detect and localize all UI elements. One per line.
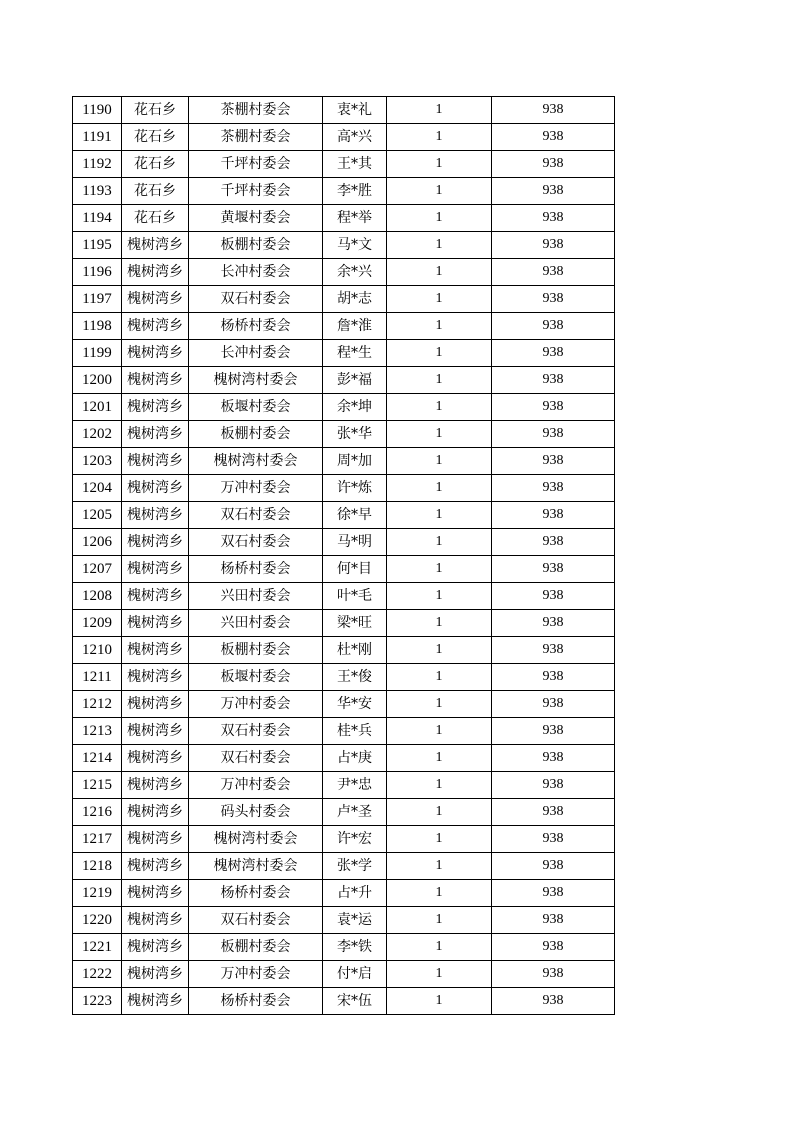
table-row	[73, 934, 615, 961]
person-name-cell: 杜*刚	[323, 637, 387, 664]
row-number-cell: 1208	[73, 583, 122, 610]
township-cell: 槐树湾乡	[122, 907, 189, 934]
count-cell: 1	[387, 610, 492, 637]
person-name-cell: 马*明	[323, 529, 387, 556]
row-number-cell: 1191	[73, 124, 122, 151]
count-cell: 1	[387, 907, 492, 934]
township-cell: 槐树湾乡	[122, 394, 189, 421]
person-name-cell: 程*生	[323, 340, 387, 367]
amount-cell: 938	[492, 475, 615, 502]
table-row	[73, 97, 615, 124]
village-committee-cell: 双石村委会	[189, 745, 323, 772]
table-row	[73, 367, 615, 394]
village-committee-cell: 双石村委会	[189, 286, 323, 313]
table-row	[73, 718, 615, 745]
person-name-cell: 华*安	[323, 691, 387, 718]
amount-cell: 938	[492, 448, 615, 475]
row-number-cell: 1192	[73, 151, 122, 178]
table-row	[73, 799, 615, 826]
count-cell: 1	[387, 421, 492, 448]
count-cell: 1	[387, 718, 492, 745]
village-committee-cell: 黄堰村委会	[189, 205, 323, 232]
row-number-cell: 1205	[73, 502, 122, 529]
township-cell: 槐树湾乡	[122, 745, 189, 772]
amount-cell: 938	[492, 286, 615, 313]
person-name-cell: 彭*福	[323, 367, 387, 394]
person-name-cell: 许*炼	[323, 475, 387, 502]
person-name-cell: 张*学	[323, 853, 387, 880]
row-number-cell: 1190	[73, 97, 122, 124]
row-number-cell: 1206	[73, 529, 122, 556]
village-committee-cell: 茶棚村委会	[189, 97, 323, 124]
amount-cell: 938	[492, 745, 615, 772]
count-cell: 1	[387, 367, 492, 394]
count-cell: 1	[387, 178, 492, 205]
table-row	[73, 961, 615, 988]
person-name-cell: 高*兴	[323, 124, 387, 151]
row-number-cell: 1199	[73, 340, 122, 367]
amount-cell: 938	[492, 934, 615, 961]
row-number-cell: 1200	[73, 367, 122, 394]
person-name-cell: 占*升	[323, 880, 387, 907]
township-cell: 槐树湾乡	[122, 961, 189, 988]
count-cell: 1	[387, 961, 492, 988]
table-row	[73, 313, 615, 340]
amount-cell: 938	[492, 691, 615, 718]
row-number-cell: 1222	[73, 961, 122, 988]
person-name-cell: 李*铁	[323, 934, 387, 961]
person-name-cell: 梁*旺	[323, 610, 387, 637]
row-number-cell: 1209	[73, 610, 122, 637]
township-cell: 槐树湾乡	[122, 691, 189, 718]
table-row	[73, 232, 615, 259]
township-cell: 槐树湾乡	[122, 610, 189, 637]
count-cell: 1	[387, 637, 492, 664]
village-committee-cell: 双石村委会	[189, 907, 323, 934]
amount-cell: 938	[492, 340, 615, 367]
person-name-cell: 衷*礼	[323, 97, 387, 124]
row-number-cell: 1202	[73, 421, 122, 448]
village-committee-cell: 茶棚村委会	[189, 124, 323, 151]
table-row	[73, 691, 615, 718]
village-committee-cell: 板棚村委会	[189, 934, 323, 961]
person-name-cell: 王*其	[323, 151, 387, 178]
amount-cell: 938	[492, 799, 615, 826]
row-number-cell: 1215	[73, 772, 122, 799]
amount-cell: 938	[492, 394, 615, 421]
amount-cell: 938	[492, 772, 615, 799]
township-cell: 槐树湾乡	[122, 475, 189, 502]
township-cell: 花石乡	[122, 205, 189, 232]
township-cell: 槐树湾乡	[122, 286, 189, 313]
row-number-cell: 1201	[73, 394, 122, 421]
village-committee-cell: 杨桥村委会	[189, 880, 323, 907]
table-row	[73, 529, 615, 556]
row-number-cell: 1210	[73, 637, 122, 664]
table-row	[73, 556, 615, 583]
township-cell: 花石乡	[122, 178, 189, 205]
beneficiary-table	[72, 96, 615, 1015]
village-committee-cell: 长冲村委会	[189, 259, 323, 286]
count-cell: 1	[387, 583, 492, 610]
table-row	[73, 664, 615, 691]
amount-cell: 938	[492, 853, 615, 880]
count-cell: 1	[387, 664, 492, 691]
amount-cell: 938	[492, 637, 615, 664]
row-number-cell: 1212	[73, 691, 122, 718]
township-cell: 槐树湾乡	[122, 880, 189, 907]
row-number-cell: 1214	[73, 745, 122, 772]
table-row	[73, 502, 615, 529]
count-cell: 1	[387, 475, 492, 502]
village-committee-cell: 长冲村委会	[189, 340, 323, 367]
amount-cell: 938	[492, 556, 615, 583]
count-cell: 1	[387, 259, 492, 286]
amount-cell: 938	[492, 421, 615, 448]
row-number-cell: 1217	[73, 826, 122, 853]
village-committee-cell: 板堰村委会	[189, 664, 323, 691]
person-name-cell: 詹*淮	[323, 313, 387, 340]
row-number-cell: 1221	[73, 934, 122, 961]
count-cell: 1	[387, 529, 492, 556]
count-cell: 1	[387, 232, 492, 259]
township-cell: 槐树湾乡	[122, 367, 189, 394]
row-number-cell: 1196	[73, 259, 122, 286]
table-row	[73, 772, 615, 799]
township-cell: 槐树湾乡	[122, 502, 189, 529]
amount-cell: 938	[492, 232, 615, 259]
person-name-cell: 宋*伍	[323, 988, 387, 1015]
village-committee-cell: 双石村委会	[189, 502, 323, 529]
row-number-cell: 1193	[73, 178, 122, 205]
village-committee-cell: 槐树湾村委会	[189, 367, 323, 394]
amount-cell: 938	[492, 124, 615, 151]
count-cell: 1	[387, 745, 492, 772]
row-number-cell: 1218	[73, 853, 122, 880]
amount-cell: 938	[492, 151, 615, 178]
township-cell: 花石乡	[122, 124, 189, 151]
village-committee-cell: 千坪村委会	[189, 151, 323, 178]
amount-cell: 938	[492, 313, 615, 340]
township-cell: 槐树湾乡	[122, 664, 189, 691]
row-number-cell: 1204	[73, 475, 122, 502]
township-cell: 花石乡	[122, 151, 189, 178]
row-number-cell: 1219	[73, 880, 122, 907]
count-cell: 1	[387, 934, 492, 961]
row-number-cell: 1198	[73, 313, 122, 340]
count-cell: 1	[387, 151, 492, 178]
village-committee-cell: 槐树湾村委会	[189, 448, 323, 475]
township-cell: 槐树湾乡	[122, 556, 189, 583]
table-row	[73, 880, 615, 907]
person-name-cell: 徐*早	[323, 502, 387, 529]
amount-cell: 938	[492, 97, 615, 124]
village-committee-cell: 板棚村委会	[189, 637, 323, 664]
table-row	[73, 205, 615, 232]
table-row	[73, 907, 615, 934]
count-cell: 1	[387, 853, 492, 880]
person-name-cell: 袁*运	[323, 907, 387, 934]
person-name-cell: 何*目	[323, 556, 387, 583]
village-committee-cell: 千坪村委会	[189, 178, 323, 205]
amount-cell: 938	[492, 205, 615, 232]
township-cell: 槐树湾乡	[122, 583, 189, 610]
amount-cell: 938	[492, 502, 615, 529]
village-committee-cell: 码头村委会	[189, 799, 323, 826]
amount-cell: 938	[492, 880, 615, 907]
township-cell: 槐树湾乡	[122, 448, 189, 475]
village-committee-cell: 板棚村委会	[189, 421, 323, 448]
table-row	[73, 394, 615, 421]
table-row	[73, 340, 615, 367]
person-name-cell: 许*宏	[323, 826, 387, 853]
person-name-cell: 马*文	[323, 232, 387, 259]
amount-cell: 938	[492, 718, 615, 745]
count-cell: 1	[387, 340, 492, 367]
count-cell: 1	[387, 799, 492, 826]
count-cell: 1	[387, 988, 492, 1015]
table-row	[73, 583, 615, 610]
village-committee-cell: 杨桥村委会	[189, 556, 323, 583]
count-cell: 1	[387, 313, 492, 340]
table-row	[73, 178, 615, 205]
village-committee-cell: 兴田村委会	[189, 583, 323, 610]
village-committee-cell: 杨桥村委会	[189, 313, 323, 340]
amount-cell: 938	[492, 178, 615, 205]
amount-cell: 938	[492, 826, 615, 853]
row-number-cell: 1220	[73, 907, 122, 934]
count-cell: 1	[387, 691, 492, 718]
table-row	[73, 988, 615, 1015]
person-name-cell: 卢*圣	[323, 799, 387, 826]
table-row	[73, 637, 615, 664]
township-cell: 槐树湾乡	[122, 853, 189, 880]
township-cell: 槐树湾乡	[122, 529, 189, 556]
amount-cell: 938	[492, 259, 615, 286]
table-body	[73, 97, 615, 1015]
person-name-cell: 叶*毛	[323, 583, 387, 610]
count-cell: 1	[387, 286, 492, 313]
amount-cell: 938	[492, 529, 615, 556]
row-number-cell: 1216	[73, 799, 122, 826]
township-cell: 槐树湾乡	[122, 340, 189, 367]
village-committee-cell: 万冲村委会	[189, 475, 323, 502]
township-cell: 花石乡	[122, 97, 189, 124]
count-cell: 1	[387, 394, 492, 421]
village-committee-cell: 槐树湾村委会	[189, 826, 323, 853]
amount-cell: 938	[492, 664, 615, 691]
person-name-cell: 桂*兵	[323, 718, 387, 745]
amount-cell: 938	[492, 961, 615, 988]
row-number-cell: 1197	[73, 286, 122, 313]
row-number-cell: 1211	[73, 664, 122, 691]
table-row	[73, 448, 615, 475]
amount-cell: 938	[492, 367, 615, 394]
person-name-cell: 余*兴	[323, 259, 387, 286]
count-cell: 1	[387, 97, 492, 124]
row-number-cell: 1194	[73, 205, 122, 232]
township-cell: 槐树湾乡	[122, 259, 189, 286]
row-number-cell: 1213	[73, 718, 122, 745]
row-number-cell: 1195	[73, 232, 122, 259]
village-committee-cell: 槐树湾村委会	[189, 853, 323, 880]
amount-cell: 938	[492, 583, 615, 610]
count-cell: 1	[387, 772, 492, 799]
table-row	[73, 475, 615, 502]
person-name-cell: 王*俊	[323, 664, 387, 691]
township-cell: 槐树湾乡	[122, 313, 189, 340]
township-cell: 槐树湾乡	[122, 718, 189, 745]
amount-cell: 938	[492, 907, 615, 934]
count-cell: 1	[387, 205, 492, 232]
person-name-cell: 付*启	[323, 961, 387, 988]
township-cell: 槐树湾乡	[122, 232, 189, 259]
township-cell: 槐树湾乡	[122, 826, 189, 853]
person-name-cell: 程*举	[323, 205, 387, 232]
amount-cell: 938	[492, 988, 615, 1015]
village-committee-cell: 万冲村委会	[189, 961, 323, 988]
count-cell: 1	[387, 448, 492, 475]
table-row	[73, 151, 615, 178]
amount-cell: 938	[492, 610, 615, 637]
table-row	[73, 610, 615, 637]
row-number-cell: 1223	[73, 988, 122, 1015]
township-cell: 槐树湾乡	[122, 988, 189, 1015]
row-number-cell: 1207	[73, 556, 122, 583]
count-cell: 1	[387, 502, 492, 529]
township-cell: 槐树湾乡	[122, 421, 189, 448]
township-cell: 槐树湾乡	[122, 934, 189, 961]
person-name-cell: 占*庚	[323, 745, 387, 772]
village-committee-cell: 兴田村委会	[189, 610, 323, 637]
table-row	[73, 745, 615, 772]
person-name-cell: 张*华	[323, 421, 387, 448]
person-name-cell: 周*加	[323, 448, 387, 475]
township-cell: 槐树湾乡	[122, 772, 189, 799]
count-cell: 1	[387, 880, 492, 907]
village-committee-cell: 万冲村委会	[189, 691, 323, 718]
township-cell: 槐树湾乡	[122, 799, 189, 826]
village-committee-cell: 万冲村委会	[189, 772, 323, 799]
table-row	[73, 286, 615, 313]
count-cell: 1	[387, 556, 492, 583]
person-name-cell: 李*胜	[323, 178, 387, 205]
village-committee-cell: 板堰村委会	[189, 394, 323, 421]
table-row	[73, 853, 615, 880]
person-name-cell: 尹*忠	[323, 772, 387, 799]
township-cell: 槐树湾乡	[122, 637, 189, 664]
count-cell: 1	[387, 826, 492, 853]
row-number-cell: 1203	[73, 448, 122, 475]
table-row	[73, 124, 615, 151]
village-committee-cell: 双石村委会	[189, 529, 323, 556]
table-row	[73, 259, 615, 286]
village-committee-cell: 双石村委会	[189, 718, 323, 745]
village-committee-cell: 板棚村委会	[189, 232, 323, 259]
person-name-cell: 胡*志	[323, 286, 387, 313]
count-cell: 1	[387, 124, 492, 151]
village-committee-cell: 杨桥村委会	[189, 988, 323, 1015]
table-row	[73, 421, 615, 448]
person-name-cell: 余*坤	[323, 394, 387, 421]
table-row	[73, 826, 615, 853]
